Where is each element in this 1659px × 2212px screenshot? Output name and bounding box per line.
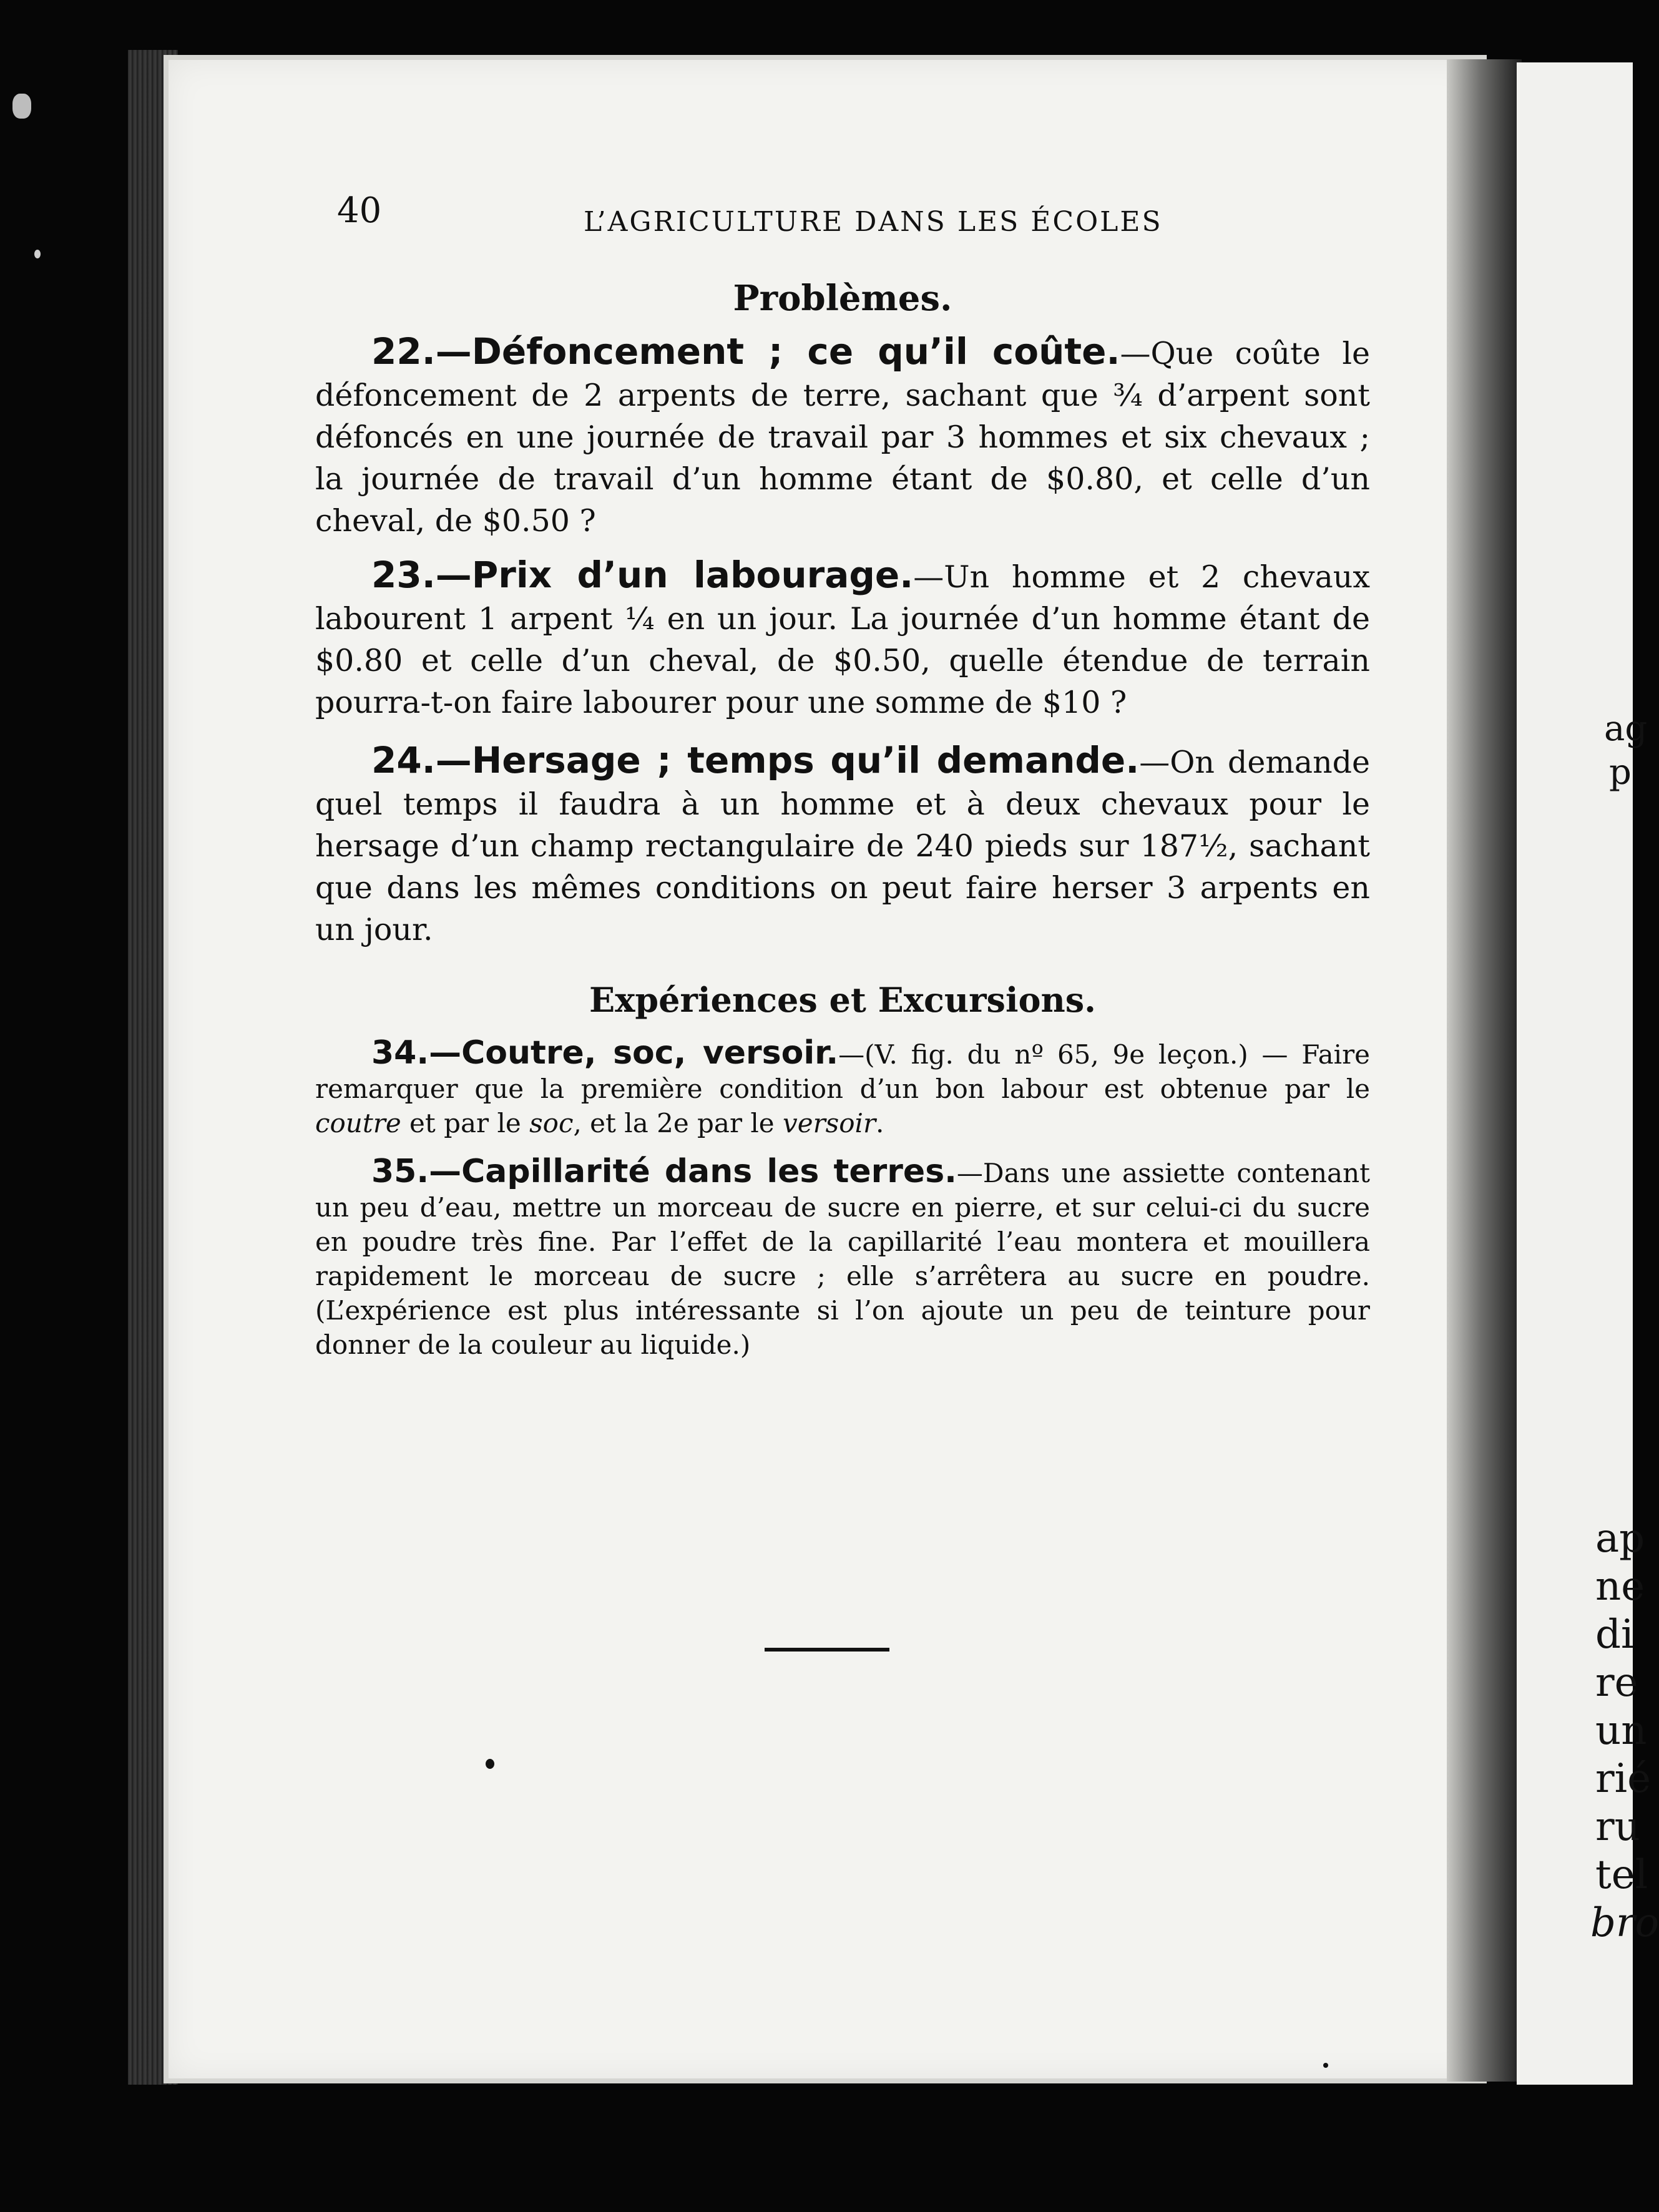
problem-23: [315, 554, 1370, 723]
experience-body: .: [876, 1108, 884, 1138]
experience-term: soc: [529, 1108, 574, 1138]
end-rule: [765, 1648, 889, 1652]
experience-heading: —Capillarité dans les terres.: [429, 1153, 957, 1190]
problem-number: 23.: [371, 554, 436, 596]
problem-body: —On demande quel temps il faudra à un homme et à deux chevaux pour le hersage d’un champ rectangulaire de 240 pieds sur 187½, sachant que dans les mêmes conditions on peut faire herser 3 arpents en un jour.: [315, 745, 1370, 947]
experience-34: [315, 1036, 1370, 1140]
problem-heading: —Hersage ; temps qu’il demande.: [435, 739, 1140, 781]
experience-body: et par le: [401, 1108, 530, 1138]
problem-number: 22.: [371, 330, 436, 373]
problem-body: —Un homme et 2 chevaux labourent 1 arpent ¼ en un jour. La journée d’un homme étant de $0.80 et celle d’un cheval, de $0.50, quelle étendue de terrain pourra-t-on faire labourer pour une somme de $10 ?: [315, 559, 1371, 720]
facing-fragment: ru: [1595, 1804, 1640, 1850]
scan-speck: [486, 1759, 494, 1769]
scan-speck: [1323, 2063, 1328, 2068]
book-gutter: [1447, 59, 1522, 2082]
experience-35: [315, 1155, 1370, 1362]
facing-fragment: bro: [1590, 1900, 1659, 1946]
scan-speck: [34, 250, 41, 258]
section-title-problems: Problèmes.: [733, 278, 952, 319]
problem-24: [315, 740, 1370, 951]
problem-body: —Que coûte le défoncement de 2 arpents de terre, sachant que ¾ d’arpent sont défoncés en une journée de travail par 3 hommes et six chevaux ; la journée de travail d’un homme étant de $0.80, et celle d’un cheval, de $0.50 ?: [315, 336, 1370, 539]
facing-fragment: ap: [1595, 1515, 1645, 1562]
problem-heading: —Défoncement ; ce qu’il coûte.: [435, 330, 1120, 373]
problem-22: [315, 331, 1370, 542]
page-number: 40: [337, 190, 382, 231]
facing-fragment: un: [1595, 1708, 1647, 1754]
experience-heading: —Coutre, soc, versoir.: [429, 1034, 839, 1072]
experience-body: —Dans une assiette contenant un peu d’eau, mettre un morceau de sucre en pierre, et sur celui-ci du sucre en poudre très fine. Par l’effet de la capillarité l’eau montera et mouillera rapidement le morceau de sucre ; elle s’arrêtera au sucre en poudre. (L’expérience est plus intéressante si l’on ajoute un peu de teinture pour donner de la couleur au liquide.): [315, 1158, 1371, 1360]
experience-term: versoir: [783, 1108, 876, 1138]
experience-number: 35.: [371, 1153, 429, 1190]
facing-fragment: di: [1595, 1612, 1634, 1658]
experience-number: 34.: [371, 1034, 429, 1072]
experience-body: , et la 2e par le: [573, 1108, 783, 1138]
facing-fragment: tel: [1595, 1852, 1648, 1898]
experience-term: coutre: [315, 1108, 401, 1138]
facing-fragment: re: [1595, 1660, 1638, 1706]
facing-fragment: p: [1609, 752, 1632, 793]
facing-fragment: ne: [1595, 1564, 1645, 1610]
facing-fragment: rié: [1595, 1756, 1651, 1802]
experience-body: —(V. fig. du nº 65, 9e leçon.) — Faire remarquer que la première condition d’un bon labour est obtenue par le: [315, 1039, 1370, 1104]
facing-fragment: ag: [1604, 708, 1648, 749]
scan-speck: [12, 94, 31, 119]
running-head: L’AGRICULTURE DANS LES ÉCOLES: [584, 206, 1163, 238]
section-title-experiences: Expériences et Excursions.: [589, 980, 1096, 1020]
problem-number: 24.: [371, 739, 436, 781]
problem-heading: —Prix d’un labourage.: [435, 554, 914, 596]
